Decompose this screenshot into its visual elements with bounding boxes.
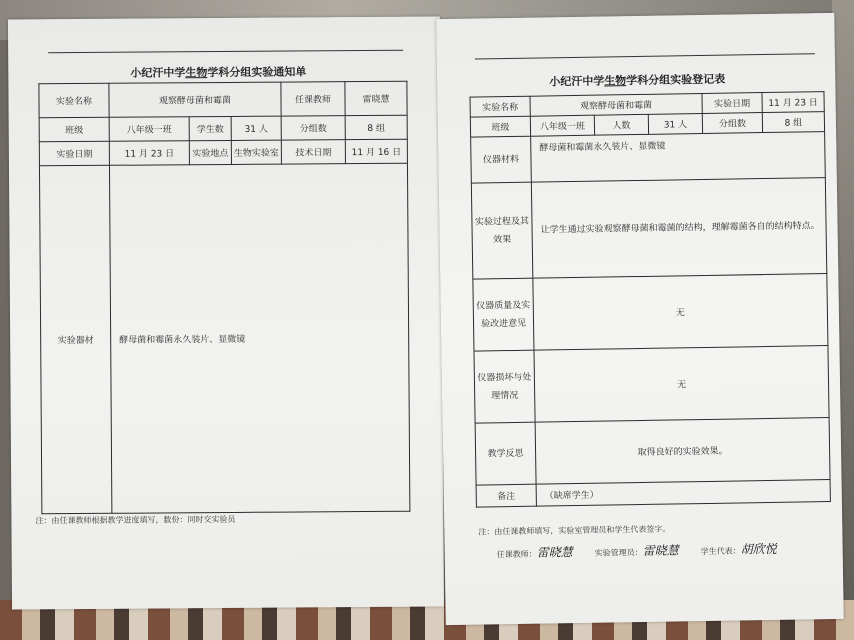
label-class: 班级	[39, 117, 109, 141]
label-reflection: 教学反思	[475, 422, 536, 485]
label-return-date: 技术日期	[281, 140, 345, 164]
label-class: 班级	[470, 116, 530, 137]
people-value: 31 人	[648, 113, 702, 134]
sheet-title: 小纪汗中学生物学科分组实验通知单	[130, 65, 307, 80]
remarks-value: （缺席学生）	[536, 480, 830, 507]
quality-value: 无	[533, 274, 828, 351]
groups-value: 8 组	[345, 115, 407, 139]
damage-value: 无	[534, 346, 829, 423]
class-value: 八年级一班	[530, 115, 594, 136]
class-value: 八年级一班	[109, 117, 189, 142]
label-date: 实验日期	[702, 93, 762, 114]
groups-value: 8 组	[762, 112, 824, 133]
student-signature: 学生代表：胡欣悦	[700, 541, 777, 557]
footer-note: 注：由任课教师根据教学进度填写，数份：同时交实验员	[35, 514, 236, 526]
label-experiment-name: 实验名称	[39, 83, 109, 117]
footer-note: 注：由任课教师填写，实验室管理员和学生代表签字。	[478, 524, 671, 537]
label-equipment: 实验器材	[39, 165, 111, 513]
lab-signature: 实验管理员：雷晓慧	[594, 543, 679, 558]
teacher-signature: 任课教师：雷晓慧	[496, 545, 573, 560]
label-experiment-name: 实验名称	[470, 96, 530, 117]
notification-table	[38, 81, 410, 515]
reflection-value: 取得良好的实验效果。	[535, 418, 830, 485]
registration-sheet	[436, 13, 843, 625]
experiment-name-value: 观察酵母菌和霉菌	[530, 93, 702, 116]
return-date-value: 11 月 16 日	[345, 139, 407, 163]
label-quality: 仪器质量及实验改进意见	[473, 278, 534, 351]
label-teacher: 任课教师	[281, 82, 345, 116]
label-process: 实验过程及其效果	[471, 182, 533, 279]
students-value: 31 人	[231, 116, 281, 140]
date-value: 11 月 23 日	[762, 92, 824, 113]
label-groups: 分组数	[281, 116, 345, 140]
label-people: 人数	[594, 114, 648, 135]
label-remarks: 备注	[476, 484, 536, 507]
teacher-value: 雷晓慧	[345, 81, 407, 115]
date-value: 11 月 23 日	[109, 141, 189, 166]
label-instruments: 仪器材料	[471, 136, 532, 183]
experiment-name-value: 观察酵母菌和霉菌	[109, 82, 281, 117]
process-value: 让学生通过实验观察酵母菌和霉菌的结构，理解霉菌各自的结构特点。	[531, 178, 826, 279]
instruments-value: 酵母菌和霉菌永久装片、显微镜	[531, 132, 826, 183]
sheet-title: 小纪汗中学生物学科分组实验登记表	[549, 72, 726, 89]
label-students: 学生数	[189, 116, 231, 140]
label-location: 实验地点	[189, 140, 231, 164]
location-value: 生物实验室	[231, 140, 281, 164]
top-rule	[475, 53, 815, 59]
top-rule	[48, 50, 403, 53]
label-groups: 分组数	[702, 113, 762, 134]
equipment-value: 酵母菌和霉菌永久装片、显微镜	[109, 163, 409, 513]
registration-table	[469, 91, 830, 508]
label-date: 实验日期	[39, 141, 109, 165]
label-damage: 仪器损坏与处理情况	[474, 350, 535, 423]
notification-sheet	[8, 16, 444, 609]
